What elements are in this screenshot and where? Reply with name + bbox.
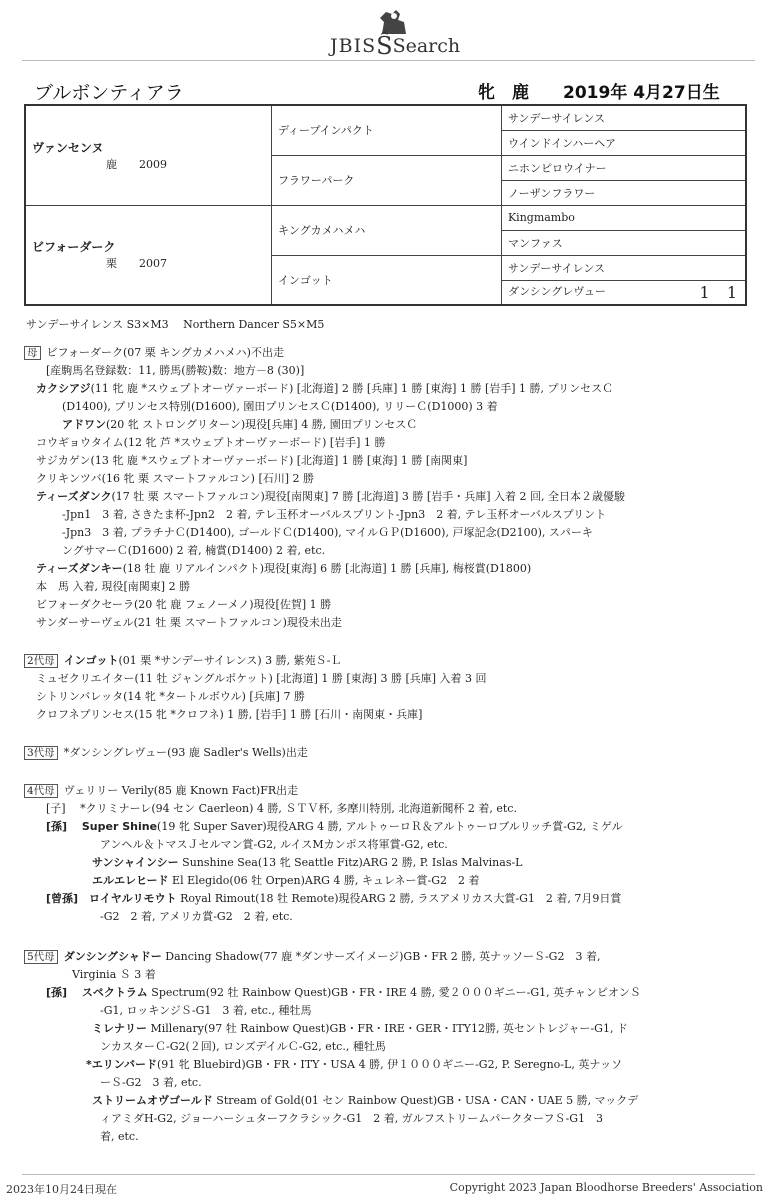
sire-cell — [25, 105, 271, 205]
family-line — [24, 782, 298, 800]
family-line — [62, 506, 606, 524]
line-text: ンカスターＣ-G2(２回), ロンズデイルＣ-G2, etc., 種牡馬 — [100, 1040, 386, 1053]
family-line — [46, 362, 304, 380]
logo-main: JBIS — [330, 35, 377, 57]
horse-name-bold: エルエレヒード — [92, 874, 169, 887]
horse-name-bold: ティーズダンキー — [36, 562, 123, 575]
inbreeding-summary: サンデーサイレンス S3×M3 Northern Dancer S5×M5 — [26, 318, 325, 331]
line-text: -Jpn1 3 着, さきたま杯-Jpn2 2 着, テレ玉杯オーバルスプリント-Jpn3 2 着, テレ玉杯オーバルスプリント — [62, 508, 607, 521]
horse-name-bold: ダンシングシャドー — [63, 950, 162, 963]
line-text: ビフォーダクセーラ(20 牝 鹿 フェノーメノ)現役[佐賀] 1 勝 — [36, 598, 332, 611]
line-text: (01 栗 *サンデーサイレンス) 3 勝, 紫苑Ｓ-Ｌ — [118, 654, 342, 667]
line-text: Millenary(97 牡 Rainbow Quest)GB・FR・IRE・GER・ITY12勝, 英セントレジャー-G1, ド — [147, 1022, 628, 1035]
line-text: ィアミダH-G2, ジョーハーシュターフクラシック-G1 2 着, ガルフストリームパークターフＳ-G1 3 — [100, 1112, 604, 1125]
family-line — [92, 1020, 628, 1038]
family-line — [36, 452, 467, 470]
line-text: (19 牝 Super Saver)現役ARG 4 勝, アルトゥーロＲ＆アルトゥーロブルリッチ賞-G2, ミゲル — [157, 820, 623, 833]
dam-info: 栗 2007 — [106, 257, 167, 271]
line-text: (18 牡 鹿 リアルインパクト)現役[東海] 6 勝 [北海道] 1 勝 [兵庫], 梅桜賞(D1800) — [122, 562, 532, 575]
sire-dam: フラワーパーク — [271, 155, 501, 205]
line-text: [産駒馬名登録数：11, 勝馬(勝鞍)数：地方－8 (30)] — [46, 364, 305, 377]
line-text: [子] *クリミナーレ(94 セン Caerleon) 4 勝, ＳＴＶ杯, 多摩川特別, 北海道新聞杯 2 着, etc. — [46, 802, 517, 815]
dam-cell — [25, 205, 271, 305]
line-text: ングサマーＣ(D1600) 2 着, 楠賞(D1400) 2 着, etc. — [62, 544, 326, 557]
family-line — [24, 744, 308, 762]
family-line — [24, 652, 341, 670]
line-text: El Elegido(06 牡 Orpen)ARG 4 勝, キュレネー賞-G2 2 着 — [168, 874, 480, 887]
line-text: -G2 2 着, アメリカ賞-G2 2 着, etc. — [100, 910, 293, 923]
horse-name-bold: [孫] スペクトラム — [46, 986, 148, 999]
horse-name-bold: インゴット — [63, 654, 119, 667]
family-line — [100, 1110, 603, 1128]
family-line — [100, 1128, 139, 1146]
line-text: ビフォーダーク(07 栗 キングカメハメハ)不出走 — [46, 346, 284, 359]
sire-name: ヴァンセンヌ — [32, 140, 104, 155]
line-text: Royal Rimout(18 牡 Remote)現役ARG 2 勝, ラスアメリカス大賞-G1 2 着, 7月9日賞 — [176, 892, 622, 905]
generation-tag: 4代母 — [24, 784, 58, 798]
horse-name-bold: サンシャインシー — [92, 856, 179, 869]
horse-name-bold: ストリームオヴゴールド — [92, 1094, 213, 1107]
line-text: Virginia Ｓ 3 着 — [72, 968, 156, 981]
family-line — [62, 524, 593, 542]
generation-tag: 母 — [24, 346, 41, 360]
line-text: アンヘル＆トマスＪセルマン賞-G2, ルイスMカンポス将軍賞-G2, etc. — [100, 838, 448, 851]
line-text: シトリンバレッタ(14 牝 *タートルボウル) [兵庫] 7 勝 — [36, 690, 305, 703]
line-text: (91 牝 Bluebird)GB・FR・ITY・USA 4 勝, 伊１０００ギニー-G2, P. Seregno-L, 英ナッソ — [156, 1058, 623, 1071]
line-text: ーＳ-G2 3 着, etc. — [100, 1076, 202, 1089]
line-text: -G1, ロッキンジＳ-G1 3 着, etc., 種牡馬 — [100, 1004, 312, 1017]
line-text: (D1400), プリンセス特別(D1600), 園田プリンセスＣ(D1400), リリーＣ(D1000) 3 着 — [62, 400, 498, 413]
pedigree-table — [24, 104, 747, 306]
family-line — [100, 1074, 202, 1092]
family-line — [36, 434, 385, 452]
line-text: 着, etc. — [100, 1130, 139, 1143]
line-text: ミュゼクリエイター(11 牡 ジャングルポケット) [北海道] 1 勝 [東海] 3 勝 [兵庫] 入着 3 回 — [36, 672, 487, 685]
line-text: サンダーサーヴェル(21 牡 栗 スマートファルコン)現役未出走 — [36, 616, 342, 629]
family-line — [24, 344, 284, 362]
dam-name: ビフォーダーク — [32, 240, 116, 255]
horse-name-bold: アドワン — [62, 418, 106, 431]
dam-sire: キングカメハメハ — [271, 205, 501, 255]
family-line — [100, 836, 448, 854]
line-text: クリキンツバ(16 牝 栗 スマートファルコン) [石川] 2 勝 — [36, 472, 315, 485]
family-line — [46, 890, 621, 908]
line-text: 本 馬 入着, 現役[南関東] 2 勝 — [36, 580, 191, 593]
line-text: クロフネプリンセス(15 牝 *クロフネ) 1 勝, [岩手] 1 勝 [石川・南関東・兵庫] — [36, 708, 423, 721]
line-text: -Jpn3 3 着, プラチナＣ(D1400), ゴールドＣ(D1400), マイルＧＰ(D1600), 戸塚記念(D2100), スパーキ — [62, 526, 593, 539]
dam-dam-dam-name: ダンシングレヴュー — [507, 284, 606, 298]
family-line — [46, 818, 623, 836]
header-rule — [22, 60, 755, 61]
horse-name-bold: [孫] Super Shine — [46, 820, 158, 833]
footer-date: 2023年10月24日現在 — [6, 1183, 117, 1196]
horse-name-bold: [曾孫] ロイヤルリモウト — [46, 892, 177, 905]
line-text: ヴェリリー Verily(85 鹿 Known Fact)FR出走 — [63, 784, 299, 797]
dam-dam: インゴット — [271, 255, 501, 305]
family-line — [62, 416, 417, 434]
line-text: (20 牝 ストロングリターン)現役[兵庫] 4 勝, 園田プリンセスＣ — [106, 418, 418, 431]
line-text: サジカゲン(13 牝 鹿 *スウェプトオーヴァーボード) [北海道] 1 勝 [東海] 1 勝 [南関東] — [36, 454, 468, 467]
family-line — [86, 1056, 622, 1074]
family-line — [36, 670, 487, 688]
line-text: Spectrum(92 牡 Rainbow Quest)GB・FR・IRE 4 勝, 愛２０００ギニー-G1, 英チャンピオンＳ — [147, 986, 641, 999]
footer-copyright: Copyright 2023 Japan Bloodhorse Breeders' Association — [449, 1181, 763, 1194]
line-text: (11 牝 鹿 *スウェプトオーヴァーボード) [北海道] 2 勝 [兵庫] 1 勝 [東海] 1 勝 [岩手] 1 勝, プリンセスＣ — [90, 382, 614, 395]
family-line — [92, 1092, 638, 1110]
sire-dam-dam: ノーザンフラワー — [501, 180, 746, 205]
family-line — [36, 578, 190, 596]
family-line — [92, 872, 480, 890]
family-line — [46, 984, 641, 1002]
horse-name-bold: *エリンバード — [86, 1058, 157, 1071]
horse-name: ブルボンティアラ — [34, 82, 184, 104]
family-line — [62, 398, 498, 416]
family-line — [46, 800, 517, 818]
inbreeding-mark: 1 1 — [699, 282, 743, 302]
family-line — [36, 488, 625, 506]
sire-sire-sire: サンデーサイレンス — [501, 105, 746, 130]
horse-sex-color: 牝 鹿 — [478, 83, 529, 103]
family-line — [36, 688, 305, 706]
family-line — [36, 560, 531, 578]
line-text: Stream of Gold(01 セン Rainbow Quest)GB・USA・CAN・UAE 5 勝, マックデ — [212, 1094, 639, 1107]
logo-sub: Search — [392, 35, 461, 57]
horse-name-bold: ミレナリー — [92, 1022, 147, 1035]
generation-tag: 2代母 — [24, 654, 58, 668]
line-text: コウギョウタイム(12 牝 芦 *スウェプトオーヴァーボード) [岩手] 1 勝 — [36, 436, 386, 449]
family-line — [100, 908, 293, 926]
family-line — [36, 596, 331, 614]
horse-meta — [478, 78, 720, 103]
line-text: (17 牡 栗 スマートファルコン)現役[南関東] 7 勝 [北海道] 3 勝 [岩手・兵庫] 入着 2 回, 全日本２歳優駿 — [111, 490, 625, 503]
jbis-logo[interactable] — [330, 8, 470, 60]
horse-name-bold: ティーズダンク — [36, 490, 112, 503]
line-text: *ダンシングレヴュー(93 鹿 Sadler's Wells)出走 — [63, 746, 308, 759]
family-line — [72, 966, 156, 984]
dam-dam-sire: サンデーサイレンス — [501, 255, 746, 280]
family-line — [36, 470, 314, 488]
sire-dam-sire: ニホンピロウイナー — [501, 155, 746, 180]
family-line — [62, 542, 325, 560]
generation-tag: 5代母 — [24, 950, 58, 964]
sire-info: 鹿 2009 — [106, 157, 167, 171]
family-line — [92, 854, 523, 872]
sire-sire: ディープインパクト — [271, 105, 501, 155]
line-text: Sunshine Sea(13 牝 Seattle Fitz)ARG 2 勝, P. Islas Malvinas-L — [178, 856, 523, 869]
family-line — [100, 1038, 386, 1056]
logo-wordmark: JBISŜSearch — [330, 32, 461, 60]
dam-sire-sire: Kingmambo — [501, 205, 746, 230]
family-line — [36, 380, 613, 398]
family-line — [24, 948, 600, 966]
dam-sire-dam: マンファス — [501, 230, 746, 255]
line-text: Dancing Shadow(77 鹿 *ダンサーズイメージ)GB・FR 2 勝, 英ナッソーＳ-G2 3 着, — [161, 950, 601, 963]
horse-name-bold: カクシアジ — [36, 382, 91, 395]
family-line — [36, 706, 422, 724]
horse-birth: 2019年 4月27日生 — [563, 83, 720, 103]
dam-dam-dam — [501, 280, 746, 305]
generation-tag: 3代母 — [24, 746, 58, 760]
family-line — [100, 1002, 311, 1020]
sire-sire-dam: ウインドインハーヘア — [501, 130, 746, 155]
family-line — [36, 614, 342, 632]
footer-rule — [22, 1174, 755, 1175]
